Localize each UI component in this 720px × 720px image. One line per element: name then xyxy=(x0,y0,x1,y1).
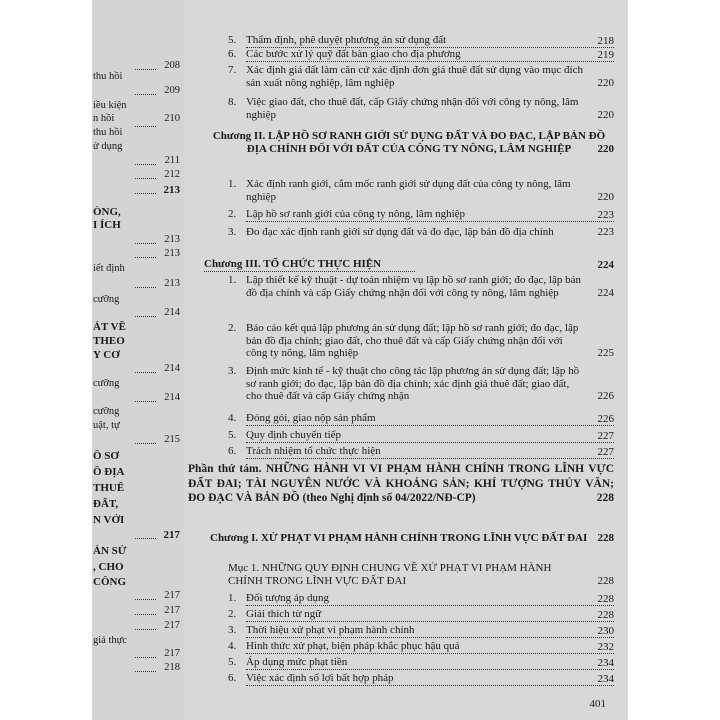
left-page-fragment xyxy=(93,576,180,591)
chapter-page: 220 xyxy=(597,143,614,155)
entry-number: 2. xyxy=(228,608,237,620)
entry-title: Việc xác định số lợi bất hợp pháp xyxy=(246,672,614,686)
entry-title: Đối tượng áp dụng xyxy=(246,592,614,606)
fragment-text: ử dụng xyxy=(93,141,123,152)
entry-page: 232 xyxy=(597,641,614,653)
fragment-page: 215 xyxy=(164,434,180,445)
leader-dots xyxy=(135,287,156,288)
left-page-fragment xyxy=(93,605,180,617)
section-page: 228 xyxy=(597,574,614,587)
fragment-text: CÔNG xyxy=(93,576,126,588)
chapter-heading xyxy=(204,532,614,545)
right-page xyxy=(184,0,628,720)
entry-number: 6. xyxy=(228,672,237,684)
entry-page: 228 xyxy=(597,593,614,605)
entry-number: 2. xyxy=(228,208,237,220)
entry-page: 220 xyxy=(597,108,614,121)
entry-page: 218 xyxy=(597,35,614,47)
leader-dots xyxy=(135,372,156,373)
left-page-fragment xyxy=(93,155,180,167)
entry-page: 225 xyxy=(597,347,614,360)
part-page: 228 xyxy=(596,492,614,504)
fragment-text: ĐẤT, xyxy=(93,498,119,510)
left-page-fragment xyxy=(93,529,180,541)
chapter-title: Chương III. TỔ CHỨC THỰC HIỆN xyxy=(204,258,415,272)
fragment-page: 212 xyxy=(164,169,180,180)
leader-dots xyxy=(135,657,156,658)
chapter-title: Chương I. XỬ PHẠT VI PHẠM HÀNH CHÍNH TRONG LĨNH VỰC ĐẤT ĐAI xyxy=(210,532,588,544)
entry-title: Thời hiệu xử phạt vi phạm hành chính xyxy=(246,624,614,638)
section-heading xyxy=(228,562,614,587)
section-title: Mục 1. NHỮNG QUY ĐỊNH CHUNG VỀ XỬ PHẠT VI PHẠM HÀNH CHÍNH TRONG LĨNH VỰC ĐẤT ĐAI xyxy=(228,562,552,587)
entry-number: 6. xyxy=(228,48,237,60)
leader-dots xyxy=(135,69,156,70)
fragment-text: thu hồi xyxy=(93,127,123,138)
entry-title: Lập hồ sơ ranh giới của công ty nông, lâm nghiệp xyxy=(246,208,614,222)
entry-title: Đo đạc xác định ranh giới sử dụng đất và đo đạc, lập bản đồ địa chính xyxy=(246,226,554,238)
entry-page: 219 xyxy=(597,49,614,61)
entry-page: 223 xyxy=(597,209,614,221)
fragment-page: 217 xyxy=(164,590,180,601)
toc-entry xyxy=(228,178,614,203)
fragment-text: iết định xyxy=(93,263,125,274)
chapter-heading xyxy=(204,130,614,156)
entry-title: Lập thiết kế kỹ thuật - dự toán nhiệm vụ lập hồ sơ ranh giới; đo đạc, lập bản đồ địa chính và cấp Giấy chứng nhận đối với công ty nông, lâm nghiệp xyxy=(246,274,581,299)
fragment-page: 214 xyxy=(164,307,180,318)
entry-title: Trách nhiệm tổ chức thực hiện xyxy=(246,445,614,459)
fragment-text: ÒNG, xyxy=(93,206,121,218)
entry-number: 5. xyxy=(228,34,237,46)
entry-page: 234 xyxy=(597,673,614,685)
left-page-fragment xyxy=(93,590,180,602)
left-page-fragment xyxy=(93,248,180,260)
fragment-text: iều kiện xyxy=(93,100,127,111)
toc-entry xyxy=(228,208,614,222)
chapter-heading xyxy=(204,258,614,272)
fragment-page: 213 xyxy=(164,248,180,259)
toc-entry xyxy=(228,34,614,48)
left-page-fragment xyxy=(93,434,180,446)
leader-dots xyxy=(135,193,156,194)
leader-dots xyxy=(135,178,156,179)
entry-page: 223 xyxy=(597,226,614,238)
left-page-fragment xyxy=(93,561,180,576)
left-page-fragment xyxy=(93,184,180,196)
fragment-page: 217 xyxy=(164,620,180,631)
left-page-fragment xyxy=(93,648,180,660)
fragment-page: 213 xyxy=(163,184,180,196)
left-page-fragment xyxy=(93,263,180,279)
left-page-fragment xyxy=(93,466,180,481)
entry-number: 1. xyxy=(228,178,237,190)
fragment-page: 217 xyxy=(164,605,180,616)
entry-page: 234 xyxy=(597,657,614,669)
toc-entry xyxy=(228,429,614,443)
leader-dots xyxy=(135,257,156,258)
left-page-fragment xyxy=(93,278,180,290)
toc-entry xyxy=(228,592,614,606)
entry-number: 5. xyxy=(228,656,237,668)
left-page-fragment xyxy=(93,234,180,246)
fragment-page: 213 xyxy=(164,278,180,289)
toc-entry xyxy=(228,640,614,654)
entry-title: Các bước xử lý quỹ đất bàn giao cho địa phương xyxy=(246,48,614,62)
entry-number: 4. xyxy=(228,412,237,424)
fragment-text: N VỚI xyxy=(93,514,125,526)
leader-dots xyxy=(135,538,156,539)
left-page-fragment xyxy=(93,335,180,350)
fragment-text: Y CƠ xyxy=(93,349,120,361)
entry-page: 230 xyxy=(597,625,614,637)
entry-title: Việc giao đất, cho thuê đất, cấp Giấy chứng nhận đối với công ty nông, lâm nghiệp xyxy=(246,96,579,121)
left-page-fragment xyxy=(93,321,180,336)
entry-number: 6. xyxy=(228,445,237,457)
part-title: Phần thứ tám. NHỮNG HÀNH VI VI PHẠM HÀNH CHÍNH TRONG LĨNH VỰC ĐẤT ĐAI; TÀI NGUYÊN NƯỚC VÀ KHOÁNG SẢN; KHÍ TƯỢNG THỦY VĂN; ĐO ĐẠC VÀ BẢN ĐỒ (theo Nghị định số 04/2022/NĐ-CP) xyxy=(188,463,614,504)
leader-dots xyxy=(135,614,156,615)
fragment-text: ẢN SỬ xyxy=(93,545,127,557)
fragment-text: thu hồi xyxy=(93,71,123,82)
fragment-text: cưỡng xyxy=(93,406,120,417)
entry-title: Giải thích từ ngữ xyxy=(246,608,614,622)
toc-entry xyxy=(228,274,614,299)
fragment-text: n hồi xyxy=(93,113,115,124)
entry-title: Đóng gói, giao nộp sản phẩm xyxy=(246,412,614,426)
left-page-fragment xyxy=(93,349,180,364)
entry-page: 224 xyxy=(597,286,614,299)
entry-page: 228 xyxy=(597,609,614,621)
leader-dots xyxy=(135,443,156,444)
entry-title: Xác định giá đất làm căn cứ xác định đơn giá thuê đất sử dụng vào mục đích sản xuất nông nghiệp, lâm nghiệp xyxy=(246,64,583,89)
leader-dots xyxy=(135,94,156,95)
toc-entry xyxy=(228,445,614,459)
entry-number: 8. xyxy=(228,96,237,108)
toc-entry xyxy=(228,96,614,121)
leader-dots xyxy=(135,671,156,672)
left-page xyxy=(92,0,185,720)
fragment-text: THEO xyxy=(93,335,125,347)
leader-dots xyxy=(135,164,156,165)
entry-title: Quy định chuyển tiếp xyxy=(246,429,614,443)
fragment-text: ÁT VỀ xyxy=(93,321,126,333)
part-heading xyxy=(188,462,614,506)
toc-entry xyxy=(228,64,614,89)
leader-dots xyxy=(135,629,156,630)
entry-page: 226 xyxy=(597,390,614,403)
fragment-page: 217 xyxy=(164,648,180,659)
fragment-page: 218 xyxy=(164,662,180,673)
left-page-fragment xyxy=(93,363,180,375)
toc-entry xyxy=(228,48,614,62)
left-page-fragment xyxy=(93,450,180,465)
toc-entry xyxy=(228,226,614,239)
entry-page: 220 xyxy=(597,190,614,203)
fragment-text: cưỡng xyxy=(93,378,120,389)
left-page-fragment xyxy=(93,620,180,632)
leader-dots xyxy=(135,316,156,317)
entry-title: Hình thức xử phạt, biện pháp khắc phục hậu quả xyxy=(246,640,614,654)
left-page-fragment xyxy=(93,219,180,234)
entry-page: 227 xyxy=(597,430,614,442)
entry-number: 4. xyxy=(228,640,237,652)
entry-number: 2. xyxy=(228,322,237,334)
toc-entry xyxy=(228,672,614,686)
fragment-page: 214 xyxy=(164,363,180,374)
entry-number: 7. xyxy=(228,64,237,76)
entry-number: 5. xyxy=(228,429,237,441)
fragment-page: 208 xyxy=(164,60,180,71)
entry-number: 3. xyxy=(228,624,237,636)
leader-dots xyxy=(135,599,156,600)
toc-entry xyxy=(228,608,614,622)
leader-dots xyxy=(135,401,156,402)
left-page-fragment xyxy=(93,307,180,319)
fragment-page: 217 xyxy=(163,529,180,541)
entry-title: Áp dụng mức phạt tiền xyxy=(246,656,614,670)
fragment-text: THUẾ xyxy=(93,482,125,494)
fragment-page: 214 xyxy=(164,392,180,403)
left-page-fragment xyxy=(93,169,180,181)
fragment-page: 209 xyxy=(164,85,180,96)
entry-number: 1. xyxy=(228,592,237,604)
left-page-fragment xyxy=(93,482,180,497)
entry-page: 226 xyxy=(597,413,614,425)
page-number: 401 xyxy=(589,698,606,710)
fragment-text: uật, tự xyxy=(93,420,120,431)
entry-number: 1. xyxy=(228,274,237,286)
left-page-fragment xyxy=(93,498,180,513)
toc-entry xyxy=(228,656,614,670)
chapter-page: 228 xyxy=(597,532,614,544)
left-page-fragment xyxy=(93,85,180,97)
toc-entry xyxy=(228,624,614,638)
fragment-page: 210 xyxy=(164,113,180,124)
fragment-text: Ồ ĐỊA xyxy=(93,466,125,478)
chapter-title: Chương II. LẬP HỒ SƠ RANH GIỚI SỬ DỤNG ĐẤT VÀ ĐO ĐẠC, LẬP BẢN ĐỒ ĐỊA CHÍNH ĐỐI VỚI ĐẤT CỦA CÔNG TY NÔNG, LÂM NGHIỆP xyxy=(212,130,606,155)
fragment-page: 211 xyxy=(164,155,180,166)
fragment-text: cưỡng xyxy=(93,294,120,305)
entry-title: Định mức kinh tế - kỹ thuật cho công tác lập phương án sử dụng đất; lập hồ sơ ranh giới; đo đạc, lập bản đồ địa chính; xác định giá thuê đất; giao đất, cho thuê đất và cấp Giấy chứng nhận xyxy=(246,365,580,403)
chapter-page: 224 xyxy=(597,259,614,271)
left-page-fragment xyxy=(93,545,180,560)
entry-title: Xác định ranh giới, cắm mốc ranh giới sử dụng đất của công ty nông, lâm nghiệp xyxy=(246,178,571,203)
fragment-text: Ồ SƠ xyxy=(93,450,119,462)
entry-number: 3. xyxy=(228,365,237,377)
entry-page: 220 xyxy=(597,76,614,89)
left-page-fragment xyxy=(93,392,180,404)
leader-dots xyxy=(135,243,156,244)
entry-page: 227 xyxy=(597,446,614,458)
entry-title: Báo cáo kết quả lập phương án sử dụng đất; lập hồ sơ ranh giới; đo đạc, lập bản đồ địa chính; giao đất, cho thuê đất và cấp Giấy chứng nhận đối với công ty nông, lâm nghiệp xyxy=(246,322,579,360)
toc-entry xyxy=(228,365,614,403)
fragment-page: 213 xyxy=(164,234,180,245)
fragment-text: I ÍCH xyxy=(93,219,121,231)
toc-entry xyxy=(228,322,614,360)
entry-number: 3. xyxy=(228,226,237,238)
entry-title: Thẩm định, phê duyệt phương án sử dụng đất xyxy=(246,34,614,48)
left-page-fragment xyxy=(93,662,180,674)
fragment-text: giá thực xyxy=(93,635,127,646)
left-page-fragment xyxy=(93,514,180,529)
fragment-text: , CHO xyxy=(93,561,124,573)
toc-entry xyxy=(228,412,614,426)
